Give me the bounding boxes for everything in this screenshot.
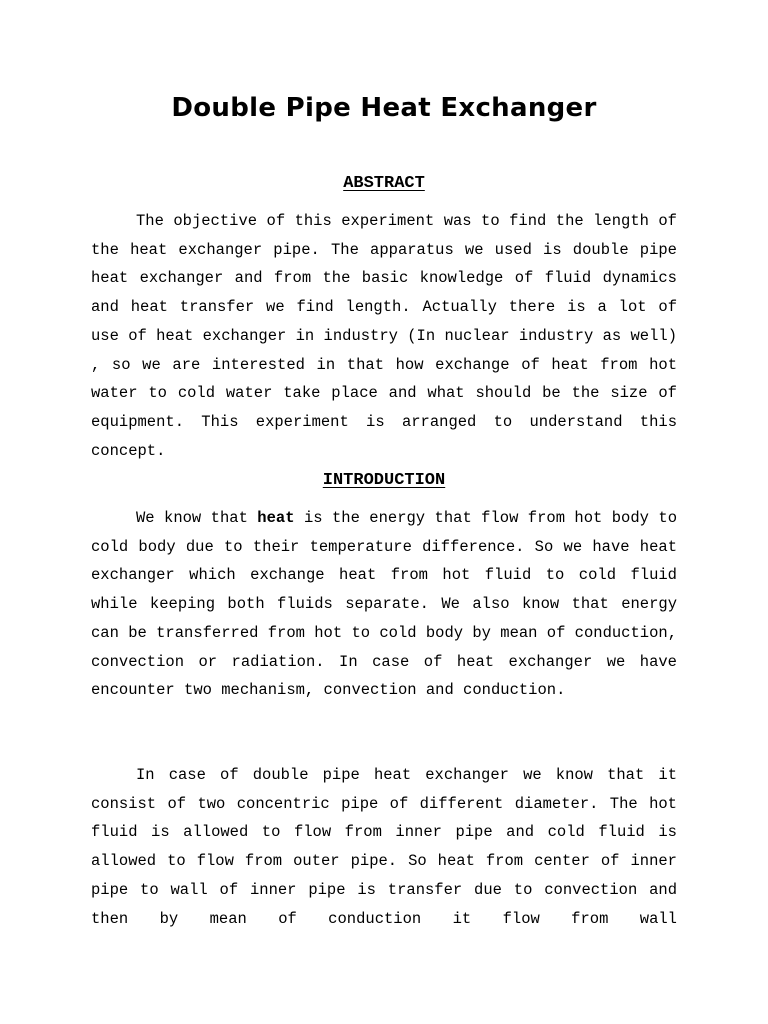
introduction-paragraph-1 <box>91 504 677 705</box>
abstract-heading-text: ABSTRACT <box>343 174 425 193</box>
introduction-heading-text: INTRODUCTION <box>322 471 446 490</box>
introduction-heading <box>0 469 768 493</box>
abstract-paragraph: The objective of this experiment was to find the length of the heat exchanger pipe. The apparatus we used is double pipe heat exchanger and from the basic knowledge of fluid dynamics and heat transfer we find length. Actually there is a lot of use of heat exchanger in industry (In nuclear industry as well) , so we are interested in that how exchange of heat from hot water to cold water take place and what should be the size of equipment. This experiment is arranged to understand this concept. <box>91 212 677 460</box>
abstract-heading <box>0 172 768 196</box>
intro-p1-text-rest: is the energy that flow from hot body to cold body due to their temperature difference. So we have heat exchanger which exchange heat from hot fluid to cold fluid while keeping both fluids separate. We also know that energy can be transferred from hot to cold body by mean of conduction, convection or radiation. In case of heat exchanger we have encounter two mechanism, convection and conduction. <box>91 509 677 700</box>
intro-p1-text-start: We know that <box>136 509 258 527</box>
introduction-paragraph-2: In case of double pipe heat exchanger we know that it consist of two concentric pipe of different diameter. The hot fluid is allowed to flow from inner pipe and cold fluid is allowed to flow from outer pipe. So heat from center of inner pipe to wall of inner pipe is transfer due to convection and then by mean of conduction it flow from wall <box>91 766 677 928</box>
document-title: Double Pipe Heat Exchanger <box>171 93 597 123</box>
intro-p1-bold-term: heat <box>257 509 295 527</box>
